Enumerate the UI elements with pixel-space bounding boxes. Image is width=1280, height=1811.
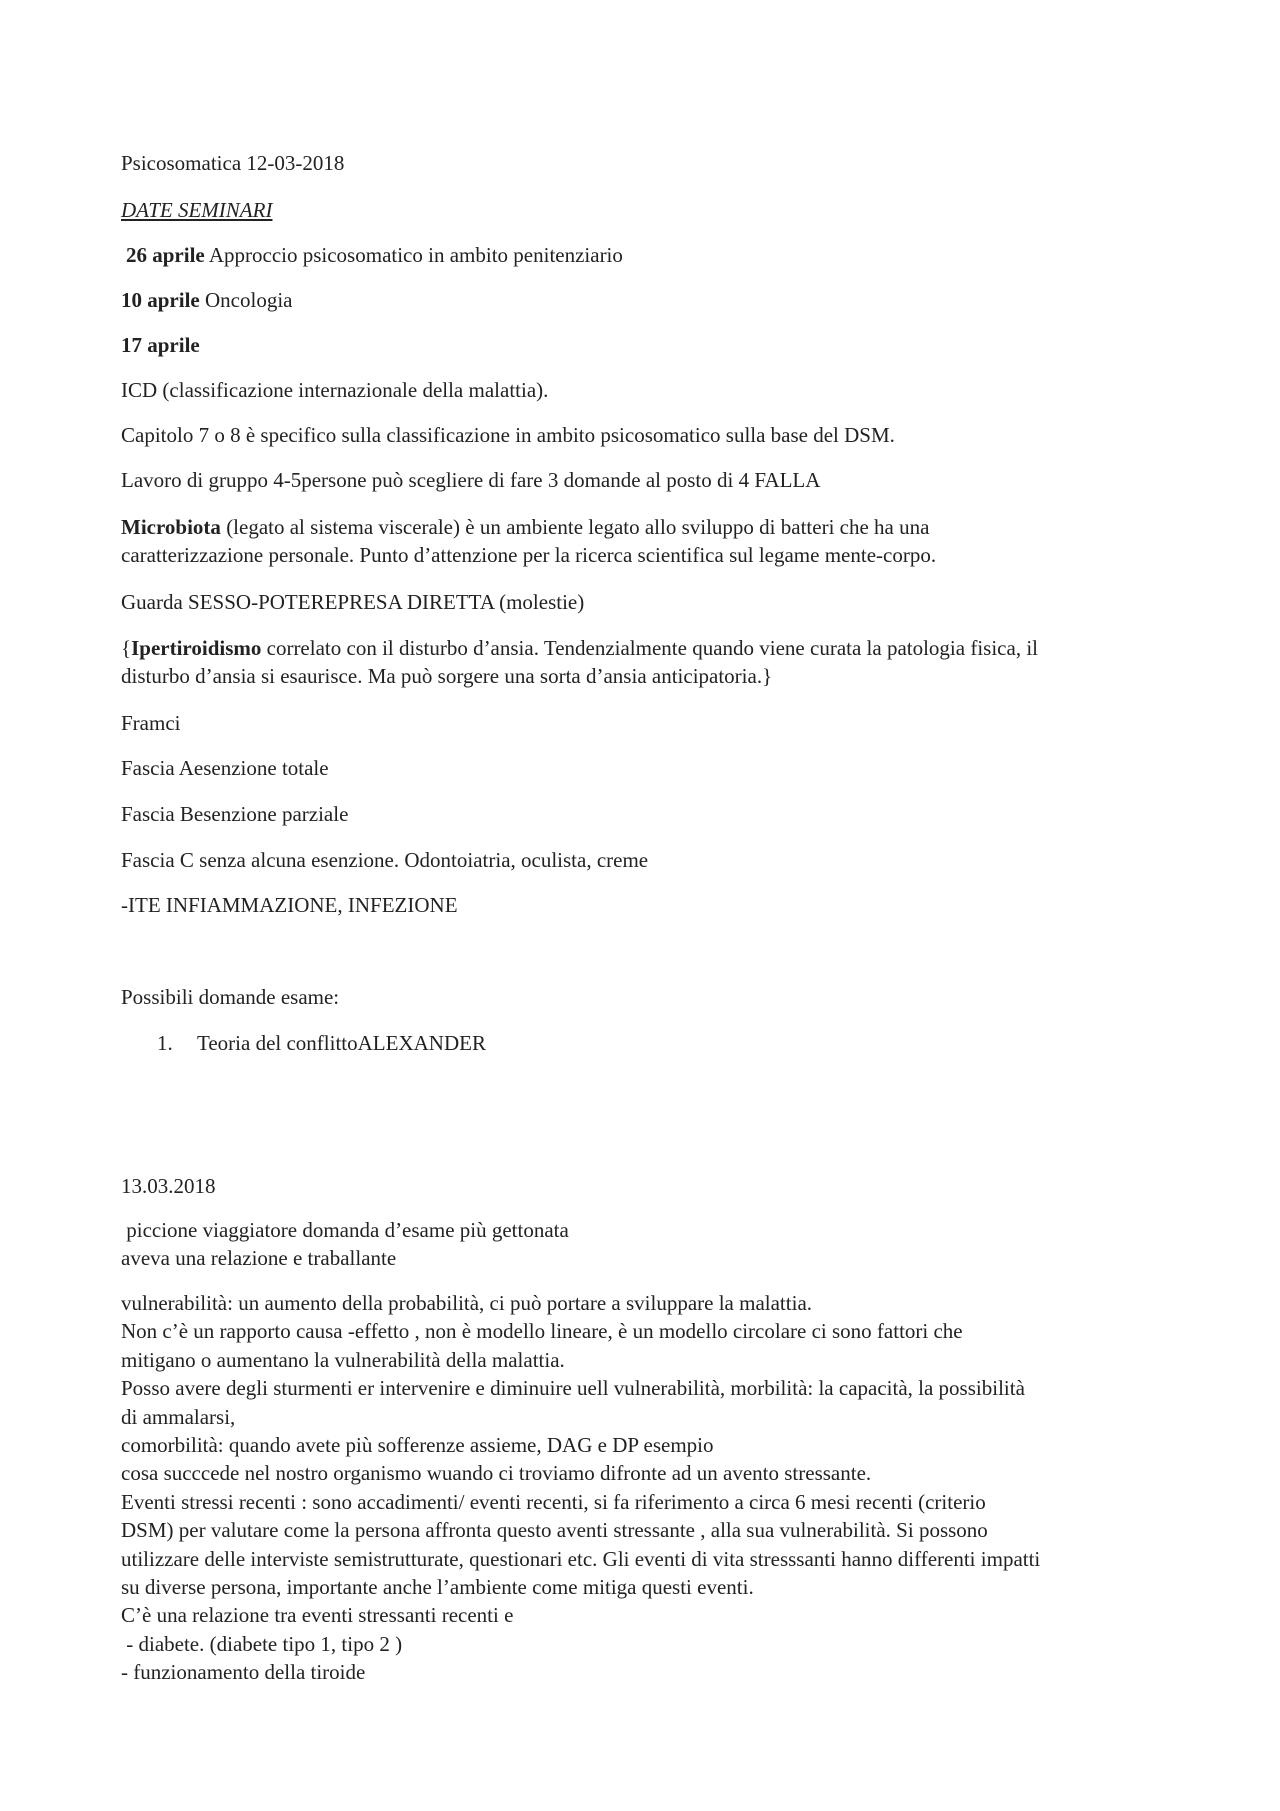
framci-note: Framci	[121, 711, 181, 735]
body-line: cosa succcede nel nostro organismo wuando ci troviamo difronte ad un avento stressante.	[121, 1461, 872, 1486]
second-section-body	[121, 1289, 1181, 1687]
capitolo-note: Capitolo 7 o 8 è specifico sulla classificazione in ambito psicosomatico sulla base del DSM.	[121, 423, 895, 447]
body-line: C’è una relazione tra eventi stressanti recenti e	[121, 1603, 514, 1628]
seminar-date: 17 aprile	[121, 333, 200, 357]
ipertiroidismo-term: Ipertiroidismo	[131, 636, 262, 660]
brace-open: {	[121, 636, 132, 660]
second-section-intro	[121, 1216, 1181, 1273]
microbiota-note-line2: caratterizzazione personale. Punto d’attenzione per la ricerca scientifica sul legame mente-corpo.	[121, 543, 937, 567]
microbiota-text: (legato al sistema viscerale) è un ambiente legato allo sviluppo di batteri che ha una	[220, 515, 930, 539]
icd-note: ICD (classificazione internazionale della malattia).	[121, 378, 549, 402]
seminar-row	[126, 241, 623, 269]
body-line: DSM) per valutare come la persona affronta questo aventi stressante , alla sua vulnerabilità. Si possono	[121, 1518, 988, 1543]
seminars-heading: DATE SEMINARI	[121, 198, 273, 222]
intro-line: aveva una relazione e traballante	[121, 1246, 397, 1271]
ite-note: -ITE INFIAMMAZIONE, INFEZIONE	[121, 893, 458, 917]
ipertiroidismo-text: correlato con il disturbo d’ansia. Tendenzialmente quando viene curata la patologia fisica, il	[261, 636, 1038, 660]
seminar-row	[121, 331, 200, 359]
exam-list-item	[157, 1029, 486, 1057]
body-line: - funzionamento della tiroide	[121, 1660, 366, 1685]
body-line: Non c’è un rapporto causa -effetto , non è modello lineare, è un modello circolare ci sono fattori che	[121, 1319, 963, 1344]
body-line: su diverse persona, importante anche l’ambiente come mitiga questi eventi.	[121, 1575, 754, 1600]
body-line: vulnerabilità: un aumento della probabilità, ci può portare a sviluppare la malattia.	[121, 1291, 813, 1315]
body-line: di ammalarsi,	[121, 1404, 236, 1429]
fascia-b-note: Fascia Besenzione parziale	[121, 802, 349, 826]
body-line: mitigano o aumentano la vulnerabilità della malattia.	[121, 1347, 565, 1372]
microbiota-note-line1	[121, 513, 929, 541]
lavoro-note: Lavoro di gruppo 4-5persone può scegliere di fare 3 domande al posto di 4 FALLA	[121, 468, 821, 492]
guarda-note: Guarda SESSO-POTEREPRESA DIRETTA (molestie)	[121, 590, 585, 614]
fascia-a-note: Fascia Aesenzione totale	[121, 756, 329, 780]
seminar-topic: Oncologia	[205, 288, 293, 312]
seminar-date: 10 aprile	[121, 288, 200, 312]
seminar-row	[121, 286, 292, 314]
seminar-topic: Approccio psicosomatico in ambito penitenziario	[208, 243, 623, 267]
ipertiroidismo-note-line2: disturbo d’ansia si esaurisce. Ma può sorgere una sorta d’ansia anticipatoria.}	[121, 664, 773, 688]
seminar-date: 26 aprile	[126, 243, 205, 267]
body-line: Posso avere degli sturmenti er intervenire e diminuire uell vulnerabilità, morbilità: la capacità, la possibilità	[121, 1376, 1025, 1401]
exam-heading: Possibili domande esame:	[121, 985, 340, 1009]
body-line: Eventi stressi recenti : sono accadimenti/ eventi recenti, si fa riferimento a circa 6 mesi recenti (criterio	[121, 1489, 986, 1514]
list-number: 1.	[157, 1031, 173, 1055]
intro-line: piccione viaggiatore domanda d’esame più gettonata	[121, 1218, 569, 1242]
body-line: comorbilità: quando avete più sofferenze assieme, DAG e DP esempio	[121, 1433, 714, 1458]
body-line: - diabete. (diabete tipo 1, tipo 2 )	[121, 1631, 403, 1656]
fascia-c-note: Fascia C senza alcuna esenzione. Odontoiatria, oculista, creme	[121, 848, 649, 872]
microbiota-term: Microbiota	[121, 515, 221, 539]
ipertiroidismo-note-line1	[121, 634, 1038, 662]
document-title: Psicosomatica 12-03-2018	[121, 151, 345, 175]
second-section-date: 13.03.2018	[121, 1174, 216, 1198]
list-item-text: Teoria del conflittoALEXANDER	[197, 1031, 486, 1055]
body-line: utilizzare delle interviste semistrutturate, questionari etc. Gli eventi di vita stresssanti hanno differenti impatti	[121, 1546, 1041, 1571]
